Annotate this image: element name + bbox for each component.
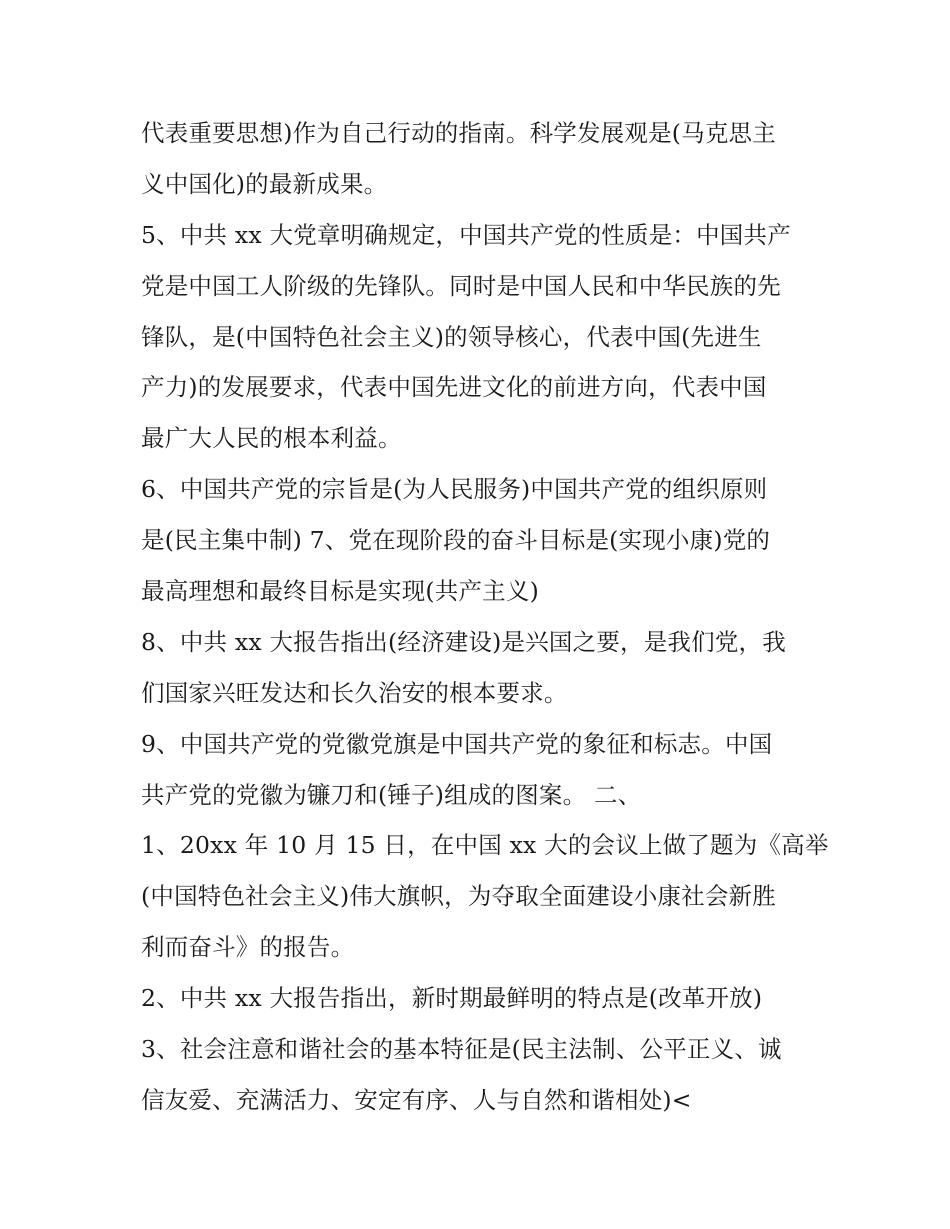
text-line: 利而奋斗》的报告。 [141, 933, 355, 962]
text-line: 们国家兴旺发达和长久治安的根本要求。 [141, 678, 568, 707]
text-line: 9、中国共产党的党徽党旗是中国共产党的象征和标志。中国 [141, 729, 773, 758]
text-line: 3、社会注意和谐社会的基本特征是(民主法制、公平正义、诚 [141, 1035, 782, 1064]
document-body [141, 108, 829, 1126]
text-line: 义中国化)的最新成果。 [141, 169, 388, 198]
text-line: 2、中共 xx 大报告指出，新时期最鲜明的特点是(改革开放) [141, 984, 763, 1013]
text-line: (中国特色社会主义)伟大旗帜，为夺取全面建设小康社会新胜 [141, 882, 776, 911]
text-line: 8、中共 xx 大报告指出(经济建设)是兴国之要，是我们党，我 [141, 627, 786, 656]
text-line: 党是中国工人阶级的先锋队。同时是中国人民和中华民族的先 [141, 271, 781, 300]
text-line: 共产党的党徽为镰刀和(锤子)组成的图案。 二、 [141, 780, 642, 809]
text-line: 1、20xx 年 10 月 15 日，在中国 xx 大的会议上做了题为《高举 [141, 831, 829, 860]
text-line: 产力)的发展要求，代表中国先进文化的前进方向，代表中国 [141, 373, 767, 402]
text-line: 最高理想和最终目标是实现(共产主义) [141, 577, 539, 606]
text-line: 最广大人民的根本利益。 [141, 424, 402, 453]
text-line: 是(民主集中制) 7、党在现阶段的奋斗目标是(实现小康)党的 [141, 526, 771, 555]
text-line: 代表重要思想)作为自己行动的指南。科学发展观是(马克思主 [141, 119, 776, 147]
text-line: 信友爱、充满活力、安定有序、人与自然和谐相处)< [141, 1085, 692, 1114]
text-line: 6、中国共产党的宗旨是(为人民服务)中国共产党的组织原则 [141, 475, 768, 504]
text-line: 5、中共 xx 大党章明确规定，中国共产党的性质是：中国共产 [141, 220, 791, 249]
text-line: 锋队，是(中国特色社会主义)的领导核心，代表中国(先进生 [141, 322, 762, 351]
